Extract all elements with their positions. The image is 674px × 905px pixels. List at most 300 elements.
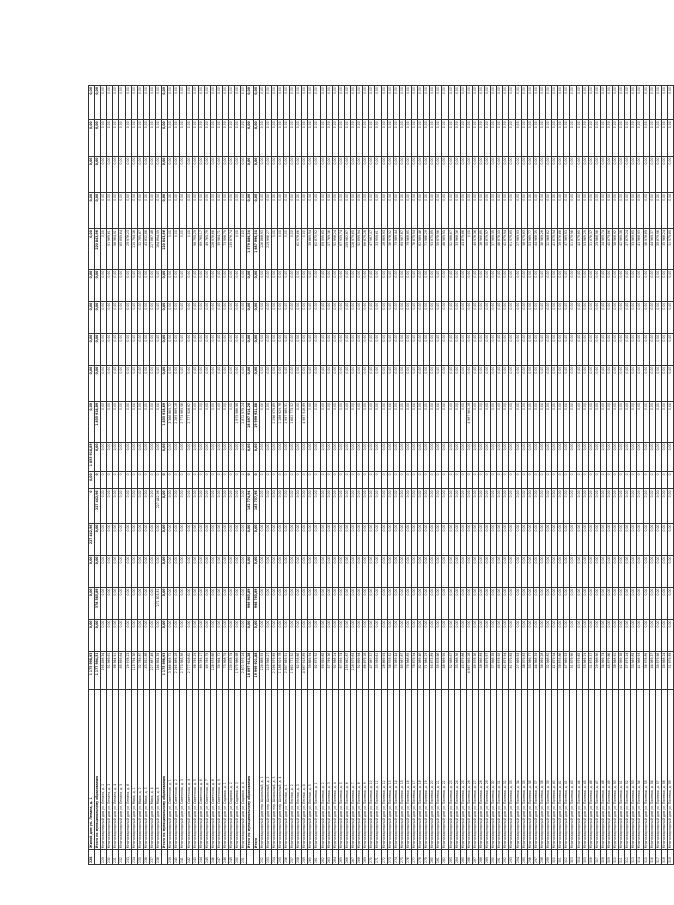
value-cell: 0,00	[430, 401, 436, 442]
value-cell: 73 998,79	[223, 651, 229, 689]
value-cell: 0,00	[430, 192, 436, 228]
value-cell: 0	[113, 472, 119, 489]
value-cell: 37 968,39	[491, 229, 497, 270]
value-cell: 0,00	[101, 523, 107, 555]
value-cell: 0,00	[192, 301, 198, 333]
value-cell: 0,00	[515, 555, 521, 587]
row-number-cell: 245	[204, 850, 210, 865]
value-cell: 0,00	[344, 156, 350, 192]
row-number-cell: 235	[137, 850, 143, 865]
value-cell: 0,00	[137, 120, 143, 156]
value-cell: 0,00	[600, 619, 606, 651]
value-cell: 0,00	[137, 587, 143, 619]
value-cell: 0	[89, 489, 95, 523]
value-cell: 0,00	[363, 365, 369, 401]
value-cell: 0,00	[186, 301, 192, 333]
value-cell: 0,00	[192, 120, 198, 156]
value-cell: 0,00	[582, 523, 588, 555]
value-cell: 0,00	[491, 156, 497, 192]
value-cell: 0,00	[503, 120, 509, 156]
value-cell: 0,00	[418, 120, 424, 156]
value-cell: 0,00	[576, 489, 582, 523]
value-cell: 0,00	[89, 401, 95, 442]
row-number-cell: 231	[113, 850, 119, 865]
value-cell: 0,00	[156, 333, 162, 365]
value-cell: 0,00	[375, 192, 381, 228]
value-cell: 0,00	[606, 489, 612, 523]
value-cell: 0,00	[192, 401, 198, 442]
value-cell: 0,00	[229, 442, 235, 472]
value-cell: 0,00	[241, 156, 247, 192]
row-number-cell: 262	[320, 850, 326, 865]
value-cell: 0,00	[411, 365, 417, 401]
value-cell: 0,00	[527, 401, 533, 442]
value-cell: 2 773 985,56	[180, 651, 186, 689]
value-cell: 0,00	[247, 365, 253, 401]
value-cell: 0,00	[381, 301, 387, 333]
row-number-cell: 239	[168, 850, 174, 865]
value-cell: 0,00	[594, 619, 600, 651]
value-cell: 0	[600, 472, 606, 489]
value-cell: 0,00	[216, 489, 222, 523]
value-cell: 0,00	[229, 489, 235, 523]
value-cell: 0,00	[332, 523, 338, 555]
value-cell: 0,00	[643, 192, 649, 228]
value-cell: 0,00	[210, 442, 216, 472]
object-name-cell: Многоквартирный дом ул. Ленина, д. 2	[101, 690, 107, 850]
value-cell: 0,00	[259, 401, 265, 442]
value-cell: 0,00	[387, 120, 393, 156]
value-cell: 0,00	[600, 489, 606, 523]
row-number-cell: 264	[332, 850, 338, 865]
value-cell: 0,00	[570, 269, 576, 301]
value-cell: 0,00	[381, 523, 387, 555]
value-cell: 0,00	[387, 192, 393, 228]
value-cell: 0,00	[619, 192, 625, 228]
value-cell: 0,00	[643, 120, 649, 156]
value-cell: 0,00	[235, 269, 241, 301]
value-cell: 0,00	[192, 587, 198, 619]
value-cell: 0	[302, 472, 308, 489]
value-cell: 0,00	[485, 120, 491, 156]
value-cell: 0,00	[497, 301, 503, 333]
value-cell: 0,00	[113, 333, 119, 365]
value-cell: 0,00	[302, 555, 308, 587]
value-cell: 0,00	[479, 365, 485, 401]
value-cell: 0,00	[381, 365, 387, 401]
value-cell: 0,00	[168, 301, 174, 333]
value-cell: 0,00	[326, 555, 332, 587]
value-cell: 0,00	[442, 365, 448, 401]
value-cell: 0	[436, 472, 442, 489]
object-name-cell: Многоквартирный дом пер. Школьный, д. 4	[277, 690, 283, 850]
value-cell: 0,00	[101, 269, 107, 301]
value-cell: 0,00	[552, 86, 558, 120]
value-cell: 0,00	[89, 192, 95, 228]
value-cell: 0,00	[637, 587, 643, 619]
value-cell: 0,00	[168, 365, 174, 401]
value-cell: 0,00	[637, 86, 643, 120]
value-cell: 0,00	[192, 86, 198, 120]
value-cell: 0,00	[363, 401, 369, 442]
value-cell: 0,00	[552, 365, 558, 401]
value-cell: 0,00	[168, 229, 174, 270]
value-cell: 0,00	[448, 365, 454, 401]
value-cell: 0,00	[619, 489, 625, 523]
value-cell: 0,00	[381, 86, 387, 120]
value-cell: 220 843,96	[162, 229, 168, 270]
value-cell: 0,00	[643, 555, 649, 587]
value-cell: 0,00	[344, 120, 350, 156]
value-cell: 0,00	[247, 619, 253, 651]
value-cell: 0,00	[186, 365, 192, 401]
value-cell: 0,00	[405, 86, 411, 120]
value-cell: 184 894,39	[156, 229, 162, 270]
value-cell: 0,00	[399, 333, 405, 365]
value-cell: 0,00	[284, 442, 290, 472]
value-cell: 0,00	[387, 86, 393, 120]
object-name-cell: Многоквартирный дом ул. Полевая, д. 57	[655, 690, 661, 850]
value-cell: 0,00	[393, 192, 399, 228]
value-cell: 0,00	[460, 442, 466, 472]
value-cell: 0,00	[491, 301, 497, 333]
value-cell: 0,00	[223, 365, 229, 401]
value-cell: 0,00	[619, 365, 625, 401]
value-cell: 0,00	[143, 365, 149, 401]
row-number-cell: 304	[576, 850, 582, 865]
value-cell: 0,00	[460, 365, 466, 401]
value-cell: 0,00	[552, 301, 558, 333]
value-cell: 0,00	[546, 86, 552, 120]
value-cell: 0,00	[527, 523, 533, 555]
value-cell: 0,00	[570, 442, 576, 472]
value-cell: 1 855 918,89	[95, 401, 101, 442]
value-cell: 0,00	[606, 587, 612, 619]
value-cell: 19 999 921,88	[253, 401, 259, 442]
value-cell: 0,00	[192, 192, 198, 228]
value-cell: 92 998,24	[332, 229, 338, 270]
value-cell: 0,00	[125, 269, 131, 301]
value-cell: 0,00	[369, 192, 375, 228]
value-cell: 0,00	[137, 365, 143, 401]
value-cell: 0	[631, 472, 637, 489]
value-cell: 0	[296, 472, 302, 489]
value-cell: 0,00	[485, 192, 491, 228]
value-cell: 0,00	[497, 489, 503, 523]
value-cell: 85 899,64	[119, 229, 125, 270]
object-name-cell: Многоквартирный дом пер. Школьный, д. 2	[265, 690, 271, 850]
value-cell: 0,00	[290, 229, 296, 270]
value-cell: 0,00	[210, 365, 216, 401]
value-cell: 35 968,24	[661, 651, 667, 689]
value-cell: 0,00	[314, 269, 320, 301]
object-name-cell: Многоквартирный дом ул. Советская, д. 2	[174, 690, 180, 850]
value-cell: 0,00	[271, 587, 277, 619]
value-cell: 0,00	[131, 301, 137, 333]
value-cell: 0,00	[174, 120, 180, 156]
value-cell: 79 968,85	[405, 651, 411, 689]
value-cell: 69 959,85	[320, 651, 326, 689]
row-number-cell: 284	[454, 850, 460, 865]
value-cell: 0,00	[198, 365, 204, 401]
value-cell: 0,00	[314, 86, 320, 120]
value-cell: 0,00	[631, 156, 637, 192]
value-cell: 0,00	[625, 156, 631, 192]
value-cell: 0,00	[472, 156, 478, 192]
object-name-cell: Многоквартирный дом ул. Полевая, д. 31	[497, 690, 503, 850]
value-cell: 0,00	[509, 156, 515, 192]
value-cell: 0	[643, 472, 649, 489]
value-cell: 0,00	[338, 401, 344, 442]
value-cell: 0,00	[314, 489, 320, 523]
value-cell: 0,00	[284, 523, 290, 555]
value-cell: 0,00	[454, 442, 460, 472]
value-cell: 0,00	[491, 86, 497, 120]
value-cell: 0,00	[546, 269, 552, 301]
value-cell: 0,00	[253, 523, 259, 555]
value-cell: 32 968,82	[546, 229, 552, 270]
value-cell: 0,00	[253, 442, 259, 472]
value-cell: 0,00	[253, 86, 259, 120]
value-cell: 62 978,66	[296, 229, 302, 270]
value-cell: 18 897 914,28	[247, 651, 253, 689]
value-cell: 0,00	[479, 523, 485, 555]
value-cell: 0,00	[405, 301, 411, 333]
value-cell: 0,00	[479, 587, 485, 619]
value-cell: 0,00	[625, 489, 631, 523]
value-cell: 47 969,93	[564, 229, 570, 270]
value-cell: 0,00	[399, 86, 405, 120]
value-cell: 0,00	[113, 120, 119, 156]
value-cell: 0,00	[143, 442, 149, 472]
value-cell: 0,00	[241, 442, 247, 472]
value-cell: 0,00	[442, 333, 448, 365]
object-name-cell: Многоквартирный дом ул. Полевая, д. 46	[588, 690, 594, 850]
value-cell: 0,00	[216, 619, 222, 651]
value-cell: 0,00	[363, 489, 369, 523]
value-cell: 0,00	[107, 555, 113, 587]
value-cell: 0,00	[619, 301, 625, 333]
value-cell: 0,00	[235, 86, 241, 120]
object-name-cell: Многоквартирный дом ул. Полевая, д. 43	[570, 690, 576, 850]
value-cell: 0,00	[174, 523, 180, 555]
value-cell: 0,00	[442, 523, 448, 555]
value-cell: 0,00	[174, 619, 180, 651]
value-cell: 39 878,96	[436, 229, 442, 270]
value-cell: 0,00	[320, 587, 326, 619]
value-cell: 0,00	[326, 619, 332, 651]
value-cell: 0,00	[521, 555, 527, 587]
value-cell: 0,00	[619, 333, 625, 365]
value-cell: 0,00	[582, 333, 588, 365]
value-cell: 0,00	[131, 619, 137, 651]
value-cell: 0,00	[466, 555, 472, 587]
value-cell: 0,00	[277, 301, 283, 333]
value-cell: 0,00	[375, 442, 381, 472]
value-cell: 0,00	[533, 523, 539, 555]
value-cell: 0,00	[637, 156, 643, 192]
value-cell: 73 989,44	[393, 651, 399, 689]
value-cell: 0,00	[363, 587, 369, 619]
value-cell: 0,00	[137, 269, 143, 301]
value-cell: 0,00	[503, 365, 509, 401]
value-cell: 0,00	[241, 192, 247, 228]
value-cell: 0,00	[667, 333, 673, 365]
value-cell: 0,00	[576, 619, 582, 651]
value-cell: 0,00	[631, 555, 637, 587]
value-cell: 0,00	[558, 301, 564, 333]
value-cell: 0,00	[204, 269, 210, 301]
value-cell: 61 979,85	[509, 229, 515, 270]
value-cell: 0,00	[363, 442, 369, 472]
value-cell: 0,00	[466, 442, 472, 472]
value-cell: 0,00	[180, 192, 186, 228]
value-cell: 0,00	[393, 555, 399, 587]
value-cell: 0,00	[229, 523, 235, 555]
value-cell: 45 879,86	[606, 651, 612, 689]
value-cell: 0,00	[387, 619, 393, 651]
value-cell: 0,00	[143, 333, 149, 365]
value-cell: 0,00	[527, 365, 533, 401]
value-cell: 42 879,94	[503, 229, 509, 270]
value-cell: 0,00	[125, 365, 131, 401]
value-cell: 0,00	[631, 523, 637, 555]
value-cell: 0,00	[637, 401, 643, 442]
object-name-cell: Многоквартирный дом ул. Советская, д. 8	[210, 690, 216, 850]
value-cell: 0,00	[405, 442, 411, 472]
value-cell: 0,00	[277, 555, 283, 587]
value-cell: 0,00	[667, 523, 673, 555]
object-name-cell: Многоквартирный дом ул. Лесная, д. 4	[302, 690, 308, 850]
row-number-cell: 307	[594, 850, 600, 865]
value-cell: 0,00	[95, 86, 101, 120]
value-cell: 0	[491, 472, 497, 489]
value-cell: 0,00	[247, 301, 253, 333]
value-cell: 0,00	[357, 489, 363, 523]
value-cell: 0,00	[381, 587, 387, 619]
value-cell: 0	[223, 472, 229, 489]
object-name-cell: Многоквартирный дом ул. Ленина, д. 5	[119, 690, 125, 850]
value-cell: 43 979,85	[576, 651, 582, 689]
object-name-cell: Многоквартирный дом ул. Садовая, д. 2	[229, 690, 235, 850]
value-cell: 0,00	[320, 301, 326, 333]
value-cell: 0	[284, 472, 290, 489]
value-cell: 2 265 889,28	[174, 651, 180, 689]
value-cell: 0,00	[290, 269, 296, 301]
value-cell: 0,00	[418, 489, 424, 523]
value-cell: 0,00	[600, 86, 606, 120]
row-number-cell: 295	[521, 850, 527, 865]
value-cell: 0,00	[363, 269, 369, 301]
value-cell: 0,00	[351, 489, 357, 523]
row-number-cell: 228	[89, 850, 95, 865]
row-number-cell: 246	[210, 850, 216, 865]
value-cell: 4 987 918,89	[302, 651, 308, 689]
value-cell: 0,00	[606, 365, 612, 401]
value-cell: 0,00	[290, 587, 296, 619]
value-cell: 0,00	[259, 156, 265, 192]
value-cell: 0,00	[137, 523, 143, 555]
value-cell: 0,00	[162, 156, 168, 192]
value-cell: 0,00	[314, 523, 320, 555]
value-cell: 0,00	[180, 489, 186, 523]
value-cell: 4 987 918,89	[302, 401, 308, 442]
value-cell: 0,00	[296, 587, 302, 619]
value-cell: 0,00	[284, 555, 290, 587]
value-cell: 0,00	[460, 587, 466, 619]
value-cell: 42 969,38	[619, 651, 625, 689]
value-cell: 0,00	[381, 555, 387, 587]
value-cell: 0,00	[399, 269, 405, 301]
value-cell: 36 969,28	[539, 651, 545, 689]
row-number-cell: 249	[229, 850, 235, 865]
value-cell: 0,00	[576, 301, 582, 333]
value-cell: 0,00	[143, 86, 149, 120]
value-cell: 0,00	[570, 489, 576, 523]
value-cell: 0,00	[174, 156, 180, 192]
value-cell: 1 855 918,89	[162, 401, 168, 442]
value-cell: 0,00	[351, 86, 357, 120]
value-cell: 29 978,23	[125, 651, 131, 689]
value-cell: 0,00	[198, 301, 204, 333]
value-cell: 0,00	[588, 192, 594, 228]
value-cell: 0,00	[277, 587, 283, 619]
value-cell: 0,00	[606, 269, 612, 301]
value-cell: 0,00	[521, 301, 527, 333]
value-cell: 38 968,92	[613, 651, 619, 689]
value-cell: 0	[119, 472, 125, 489]
value-cell: 0,00	[619, 619, 625, 651]
value-cell: 0,00	[95, 619, 101, 651]
value-cell: 0,00	[393, 401, 399, 442]
value-cell: 93 875,89	[430, 651, 436, 689]
value-cell: 0,00	[472, 442, 478, 472]
value-cell: 0,00	[454, 619, 460, 651]
value-cell: 0,00	[369, 86, 375, 120]
value-cell: 0,00	[290, 489, 296, 523]
value-cell: 0	[606, 472, 612, 489]
value-cell: 0,00	[503, 192, 509, 228]
value-cell: 0,00	[302, 442, 308, 472]
row-number-cell: 282	[442, 850, 448, 865]
row-number-cell: 281	[436, 850, 442, 865]
value-cell: 0,00	[418, 192, 424, 228]
value-cell: 0,00	[418, 442, 424, 472]
row-number-cell: 310	[613, 850, 619, 865]
row-number-cell: 232	[119, 850, 125, 865]
value-cell: 34 969,74	[600, 651, 606, 689]
value-cell: 0,00	[594, 156, 600, 192]
value-cell: 0,00	[436, 555, 442, 587]
value-cell: 39 869,94	[308, 229, 314, 270]
object-name-cell: Многоквартирный дом ул. Полевая, д. 22	[442, 690, 448, 850]
value-cell: 0,00	[198, 442, 204, 472]
value-cell: 0,00	[564, 192, 570, 228]
value-cell: 0,00	[430, 523, 436, 555]
value-cell: 0,00	[466, 523, 472, 555]
object-name-cell: Многоквартирный дом ул. Мира, д. 3	[143, 690, 149, 850]
object-name-cell: Многоквартирный дом ул. Полевая, д. 14	[393, 690, 399, 850]
value-cell: 0,00	[125, 555, 131, 587]
object-name-cell: Многоквартирный дом ул. Полевая, д. 44	[576, 690, 582, 850]
value-cell: 0,00	[411, 401, 417, 442]
value-cell: 0,00	[107, 365, 113, 401]
value-cell: 0,00	[320, 365, 326, 401]
value-cell: 0,00	[460, 156, 466, 192]
value-cell: 0,00	[625, 555, 631, 587]
value-cell: 0,00	[156, 156, 162, 192]
value-cell: 0,00	[546, 442, 552, 472]
